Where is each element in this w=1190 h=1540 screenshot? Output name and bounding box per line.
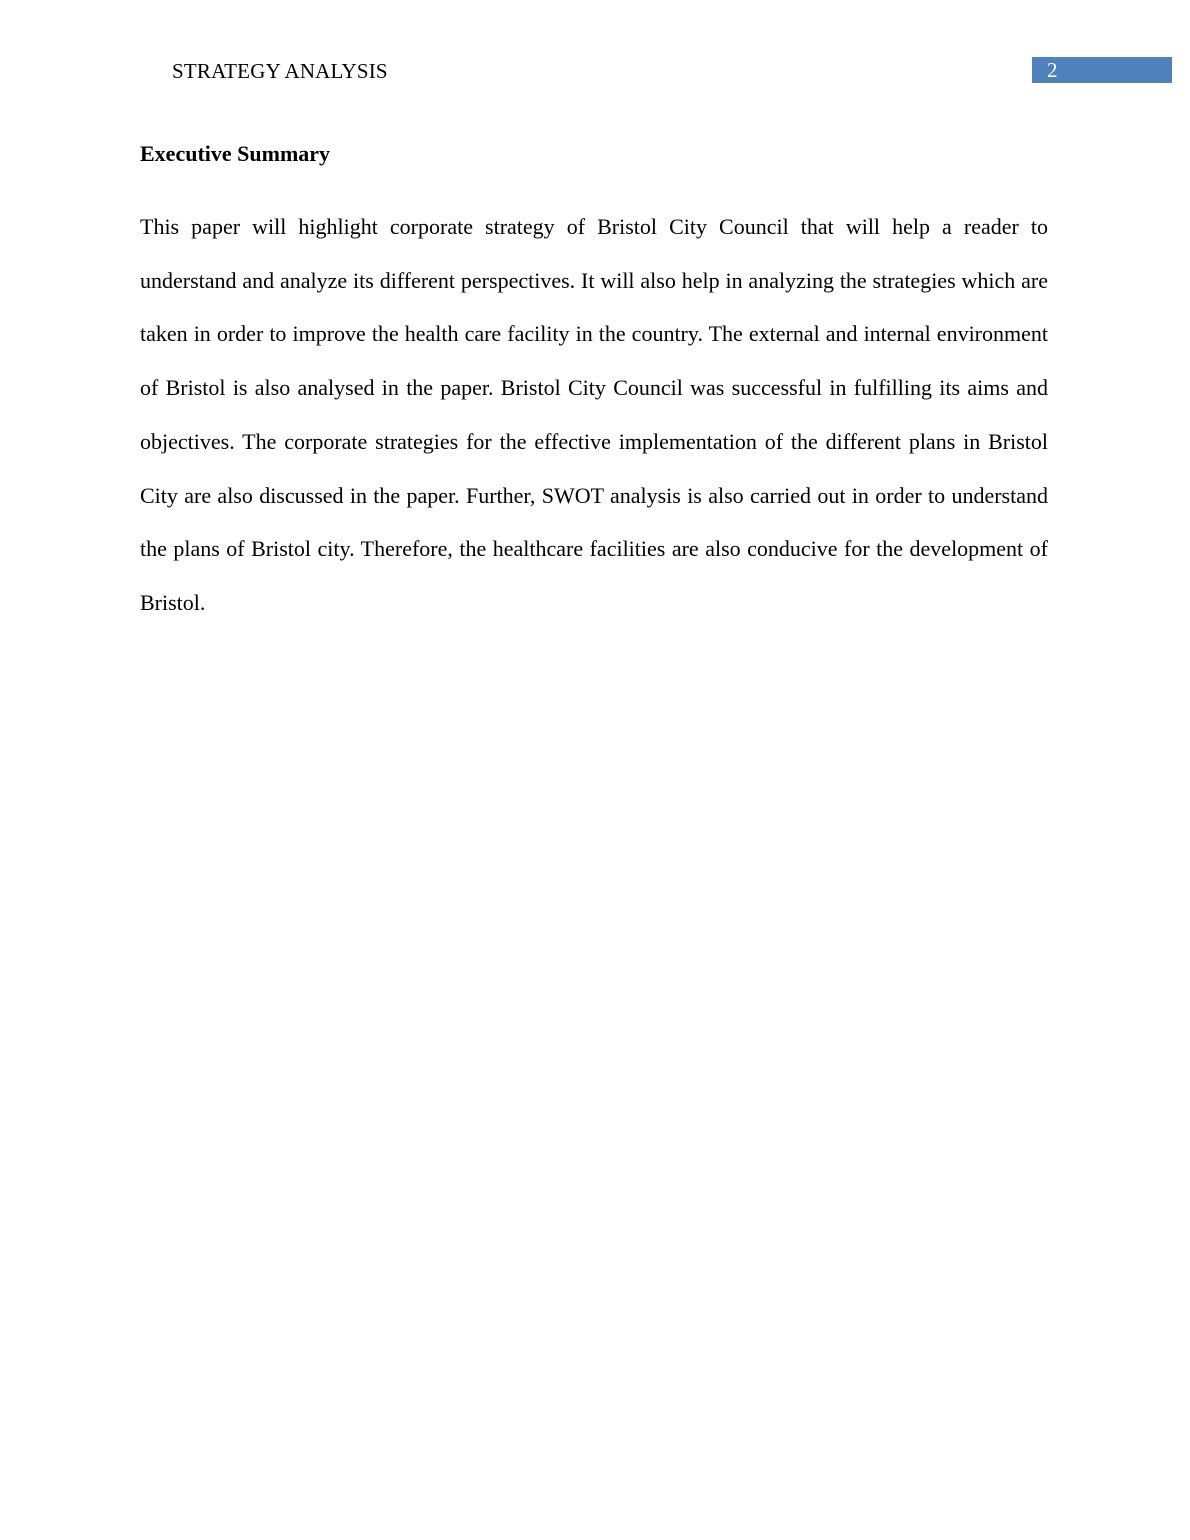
running-head: STRATEGY ANALYSIS: [172, 59, 388, 83]
page-number-badge: [1032, 57, 1172, 83]
section-heading: Executive Summary: [140, 141, 331, 166]
executive-summary-paragraph: This paper will highlight corporate strategy of Bristol City Council that will help a reader to understand and analyze its different perspectives. It will also help in analyzing the strategies which are taken in order to improve the health care facility in the country. The external and internal environment of Bristol is also analysed in the paper. Bristol City Council was successful in fulfilling its aims and objectives. The corporate strategies for the effective implementation of the different plans in Bristol City are also discussed in the paper. Further, SWOT analysis is also carried out in order to understand the plans of Bristol city. Therefore, the healthcare facilities are also conducive for the development of Bristol.: [140, 214, 1048, 615]
page-number: 2: [1047, 58, 1058, 82]
